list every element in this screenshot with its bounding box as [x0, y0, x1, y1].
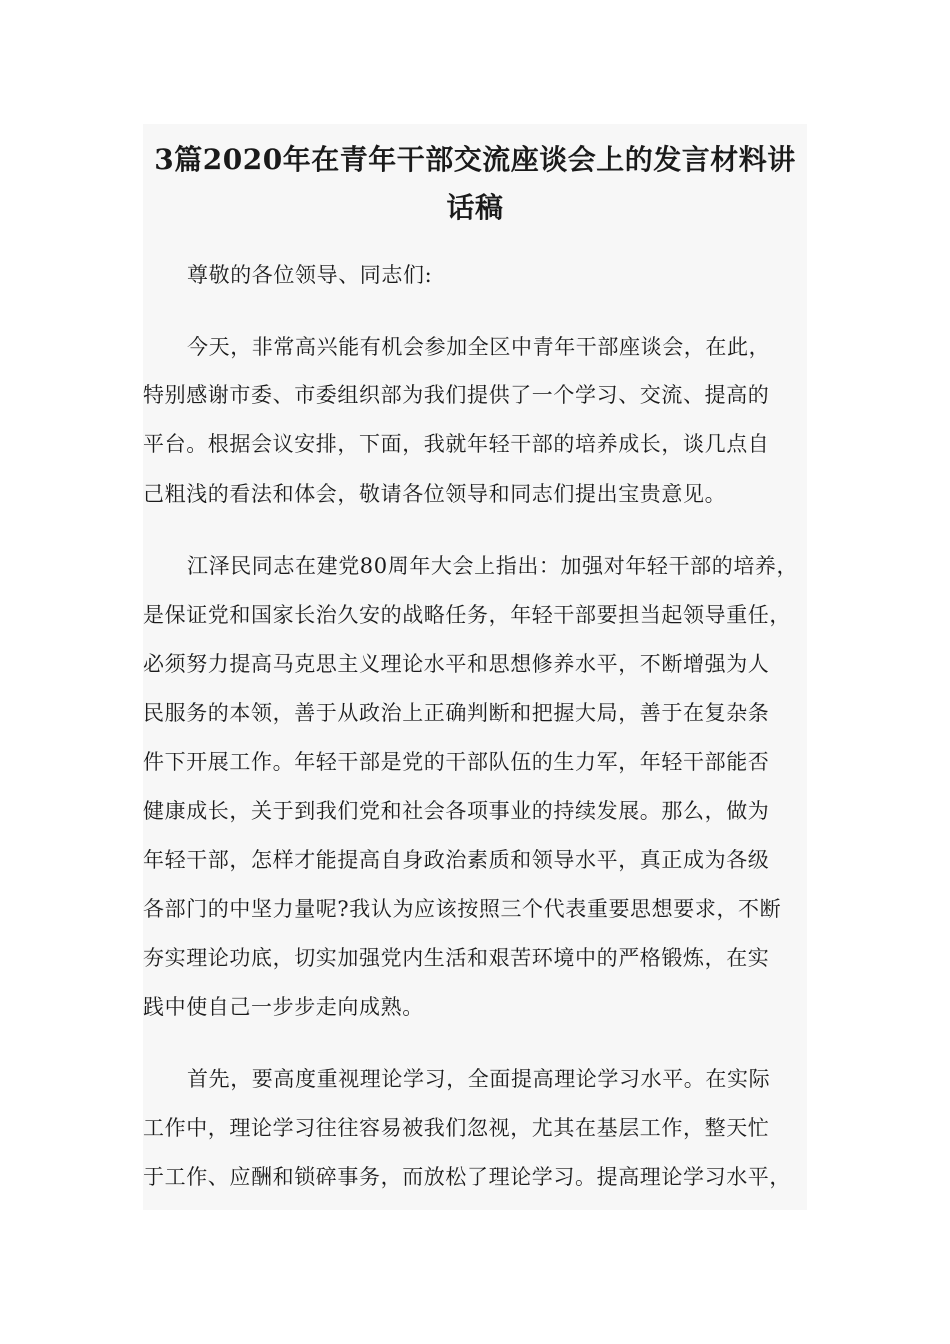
paragraph-3-line: 于工作、应酬和锁碎事务，而放松了理论学习。提高理论学习水平，: [143, 1165, 791, 1189]
paragraph-1-line: 今天，非常高兴能有机会参加全区中青年干部座谈会，在此，: [187, 335, 771, 359]
document-title: [143, 136, 807, 232]
paragraph-2-line: 年轻干部，怎样才能提高自身政治素质和领导水平，真正成为各级: [143, 848, 770, 872]
salutation: 尊敬的各位领导、同志们:: [187, 263, 433, 287]
paragraph-2-line: 健康成长，关于到我们党和社会各项事业的持续发展。那么，做为: [143, 799, 770, 823]
paragraph-2-line: 江泽民同志在建党80周年大会上指出：加强对年轻干部的培养，: [187, 554, 799, 578]
document-page: [143, 124, 807, 1210]
paragraph-2-line: 夯实理论功底，切实加强党内生活和艰苦环境中的严格锻炼，在实: [143, 946, 770, 970]
paragraph-2-line: 践中使自己一步步走向成熟。: [143, 995, 424, 1019]
title-line-1: 3篇2020年在青年干部交流座谈会上的发言材料讲: [154, 143, 796, 176]
paragraph-2-line: 各部门的中坚力量呢?我认为应该按照三个代表重要思想要求，不断: [143, 897, 782, 921]
paragraph-1-line: 平台。根据会议安排，下面，我就年轻干部的培养成长，谈几点自: [143, 432, 770, 456]
paragraph-3-line: 工作中，理论学习往往容易被我们忽视，尤其在基层工作，整天忙: [143, 1116, 770, 1140]
paragraph-1-line: 特别感谢市委、市委组织部为我们提供了一个学习、交流、提高的: [143, 383, 770, 407]
paragraph-2-line: 民服务的本领，善于从政治上正确判断和把握大局，善于在复杂条: [143, 701, 770, 725]
title-line-2: 话稿: [446, 191, 504, 224]
paragraph-3-line: 首先，要高度重视理论学习，全面提高理论学习水平。在实际: [187, 1067, 771, 1091]
paragraph-2-line: 件下开展工作。年轻干部是党的干部队伍的生力军，年轻干部能否: [143, 750, 770, 774]
paragraph-1-line: 己粗浅的看法和体会，敬请各位领导和同志们提出宝贵意见。: [143, 482, 727, 506]
paragraph-2-line: 是保证党和国家长治久安的战略任务，年轻干部要担当起领导重任，: [143, 603, 791, 627]
paragraph-2-line: 必须努力提高马克思主义理论水平和思想修养水平，不断增强为人: [143, 652, 770, 676]
